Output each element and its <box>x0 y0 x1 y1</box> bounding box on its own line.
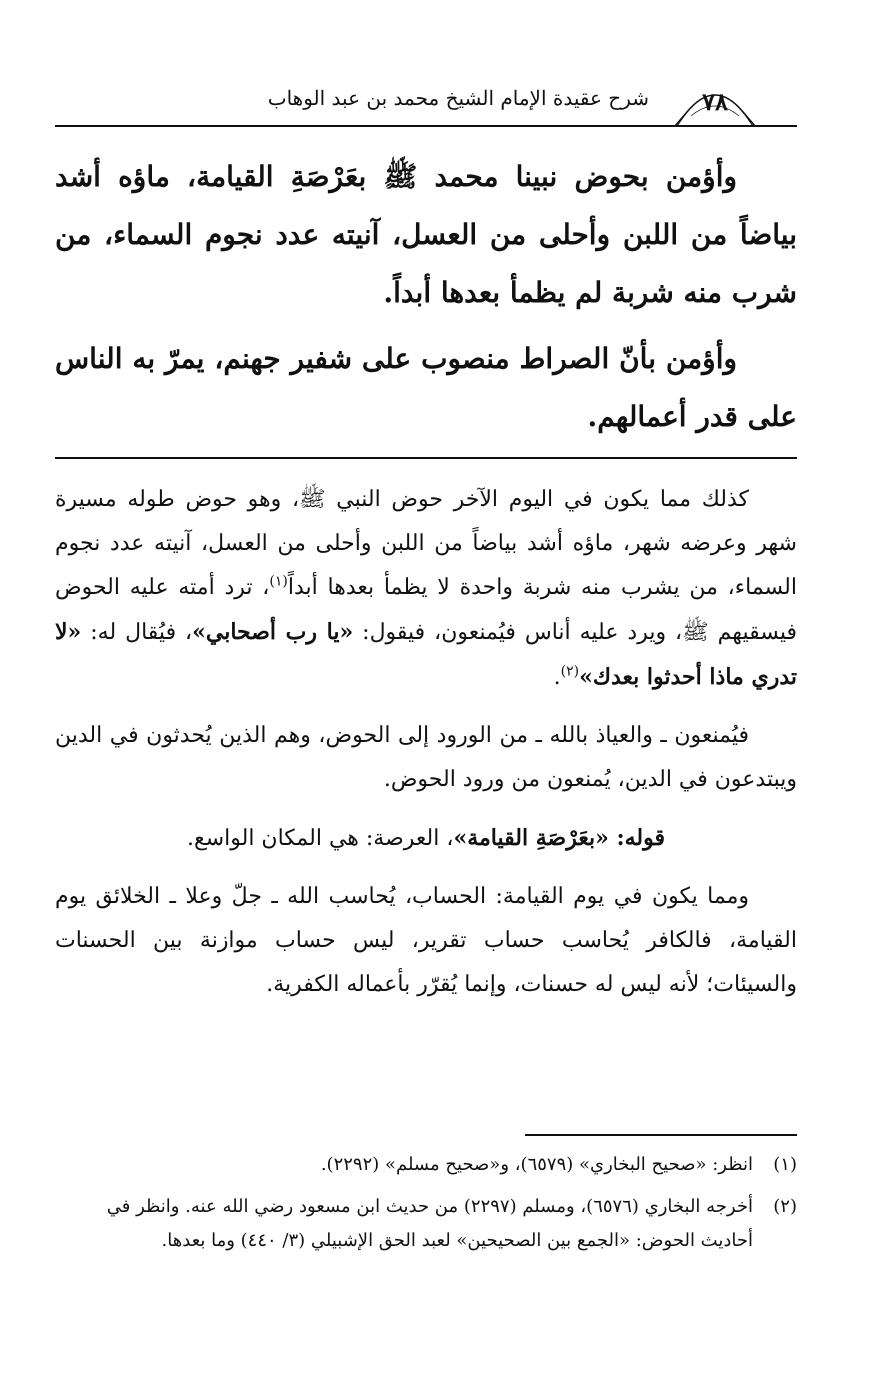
matn-text <box>55 148 797 454</box>
footnote-text: أخرجه البخاري (٦٥٧٦)، ومسلم (٢٢٩٧) من حديث ابن مسعود رضي الله عنه. وانظر في أحاديث الحوض: «الجمع بين الصحيحين» لعبد الحق الإشبيلي (٣/ ٤٤٠) وما بعدها. <box>106 1196 753 1251</box>
commentary-span: . <box>553 665 561 690</box>
footnotes <box>55 1148 797 1266</box>
page-header <box>55 78 797 126</box>
matn-paragraph: وأؤمن بأنّ الصراط منصوب على شفير جهنم، يمرّ به الناس على قدر أعمالهم. <box>55 342 797 433</box>
commentary-paragraph: فيُمنعون ـ والعياذ بالله ـ من الورود إلى الحوض، وهم الذين يُحدثون في الدين ويبتدعون في الدين، يُمنعون من ورود الحوض. <box>55 723 797 792</box>
footnote-1 <box>55 1148 797 1182</box>
footnote-ref-1[interactable]: (١) <box>269 573 288 590</box>
footnote-text: انظر: «صحيح البخاري» (٦٥٧٩)، و«صحيح مسلم» (٢٢٩٢). <box>320 1154 753 1175</box>
quoted-term: قوله: «بعَرْصَةِ القيامة» <box>453 825 665 851</box>
page-number-badge <box>673 82 757 126</box>
commentary-span: ، ترد أمته عليه الحوض فيسقيهم ﷺ، ويرد عليه أناس فيُمنعون، فيقول: <box>55 575 797 645</box>
section-divider <box>55 457 797 459</box>
page-number: ٧٨ <box>702 87 728 116</box>
matn-paragraph: وأؤمن بحوض نبينا محمد ﷺ بعَرْصَةِ القيامة، ماؤه أشد بياضاً من اللبن وأحلى من العسل، آنيته عدد نجوم السماء، من شرب منه شربة لم يظمأ بعدها أبداً. <box>55 160 797 309</box>
commentary-paragraph <box>55 816 797 861</box>
commentary-span: ، العرصة: هي المكان الواسع. <box>187 826 454 851</box>
commentary-paragraph <box>55 478 797 700</box>
hadith-quote: «يا رب أصحابي» <box>192 619 354 645</box>
footnote-number: (٢) <box>773 1196 797 1217</box>
footnote-number: (١) <box>773 1154 797 1175</box>
footnote-divider <box>525 1134 797 1136</box>
hadith-quote: «لا تدري ماذا أحدثوا بعدك» <box>55 619 797 690</box>
commentary-paragraph: ومما يكون في يوم القيامة: الحساب، يُحاسب الله ـ جلّ وعلا ـ الخلائق يوم القيامة، فالكافر يُحاسب حساب تقرير، ليس حساب موازنة بين الحسنات والسيئات؛ لأنه ليس له حسنات، وإنما يُقرّر بأعماله الكفرية. <box>55 884 797 997</box>
commentary-span: ، فيُقال له: <box>81 620 193 645</box>
commentary-text <box>55 478 797 1021</box>
commentary-span: كذلك مما يكون في اليوم الآخر حوض النبي ﷺ، وهو حوض طوله مسيرة شهر وعرضه شهر، ماؤه أشد بياضاً من اللبن وأحلى من العسل، آنيته عدد نجوم السماء، من يشرب منه شربة واحدة لا يظمأ بعدها أبداً <box>55 487 797 600</box>
running-title: شرح عقيدة الإمام الشيخ محمد بن عبد الوهاب <box>267 86 649 110</box>
footnote-ref-2[interactable]: (٢) <box>560 663 580 680</box>
footnote-2 <box>55 1190 797 1258</box>
header-divider <box>55 125 797 127</box>
